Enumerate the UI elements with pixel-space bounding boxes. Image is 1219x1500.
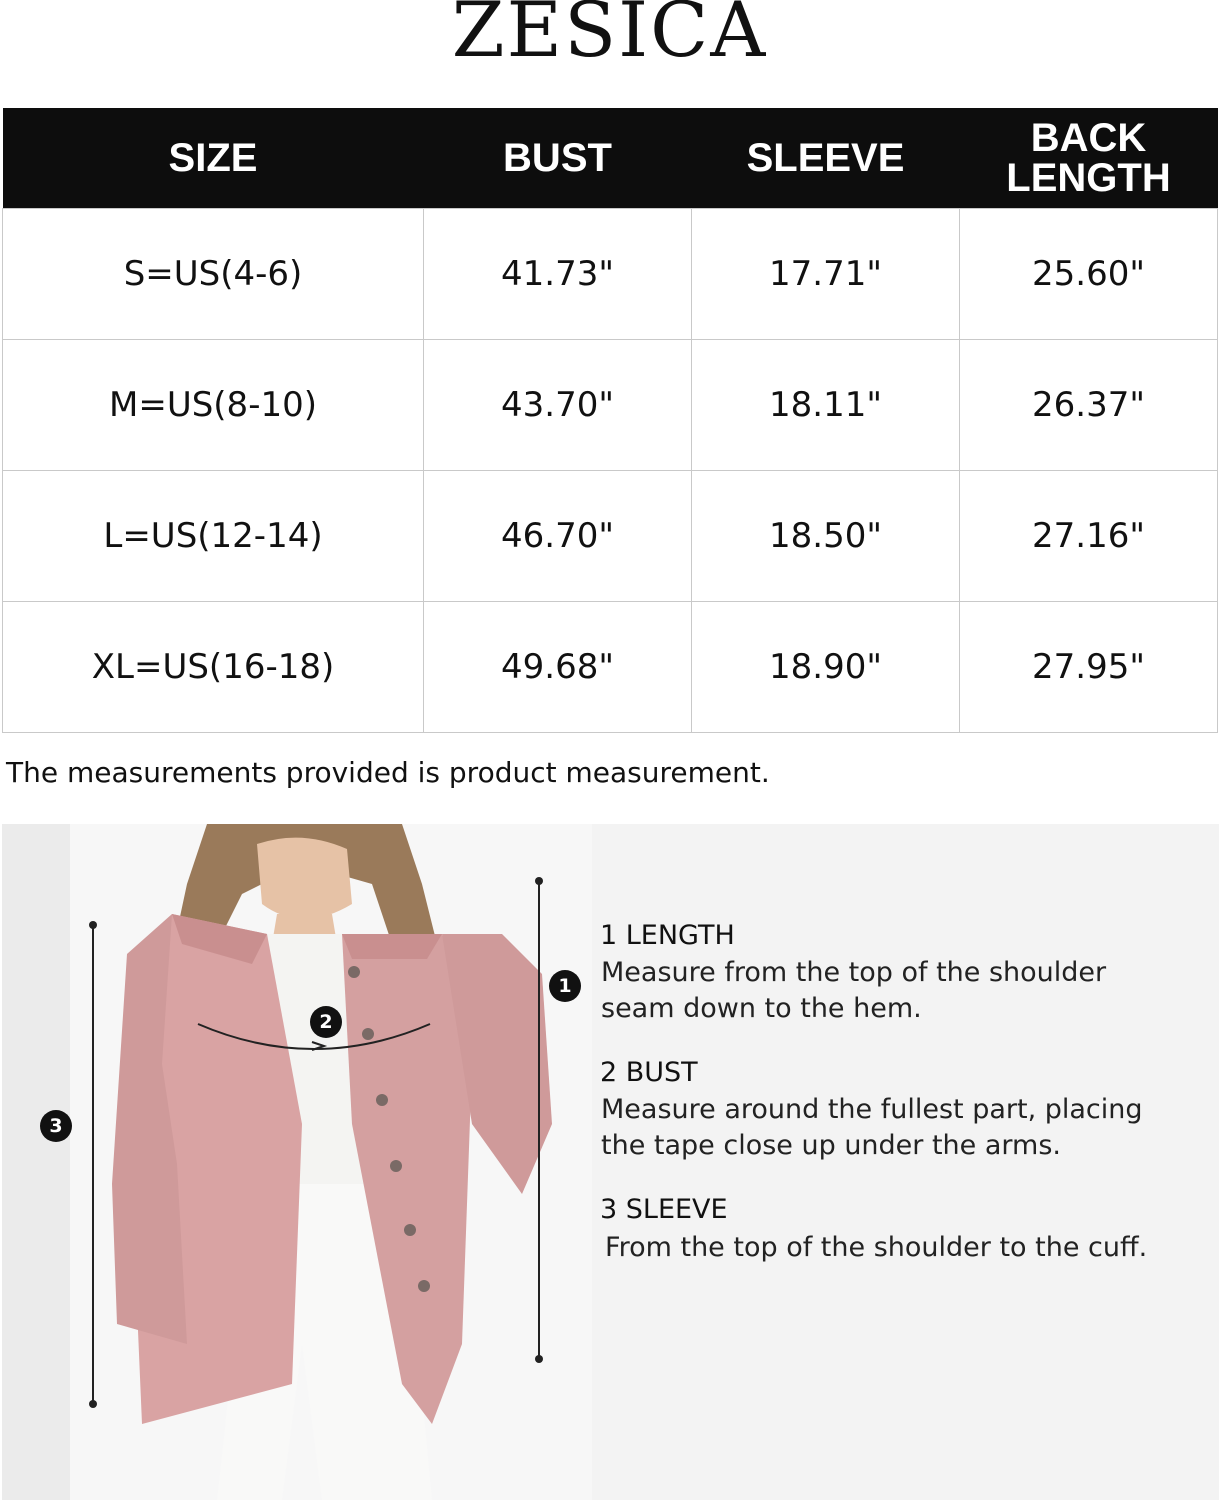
product-photo xyxy=(2,824,592,1500)
cell-bust: 41.73" xyxy=(424,209,692,340)
cell-back-length: 27.16" xyxy=(960,471,1218,602)
cell-size: L=US(12-14) xyxy=(3,471,424,602)
cell-sleeve: 17.71" xyxy=(692,209,960,340)
jacket-illustration xyxy=(2,824,592,1500)
cell-size: M=US(8-10) xyxy=(3,340,424,471)
table-header-row xyxy=(3,108,1218,209)
brand-logo: ZESICA xyxy=(451,0,768,74)
cell-size: XL=US(16-18) xyxy=(3,602,424,733)
cell-bust: 49.68" xyxy=(424,602,692,733)
table-row xyxy=(3,340,1218,471)
header-bust: BUST xyxy=(424,108,692,209)
guide-length-text: Measure from the top of the shoulder seam down to the hem. xyxy=(601,957,1107,1024)
header-size: SIZE xyxy=(3,108,424,209)
table-row xyxy=(3,209,1218,340)
measuring-guide xyxy=(592,824,1219,1500)
marker-2: 2 xyxy=(310,1006,342,1038)
guide-bust-title: 2 BUST xyxy=(600,1057,698,1088)
cell-back-length: 26.37" xyxy=(960,340,1218,471)
guide-length-title: 1 LENGTH xyxy=(600,920,735,951)
cell-size: S=US(4-6) xyxy=(3,209,424,340)
cell-back-length: 27.95" xyxy=(960,602,1218,733)
cell-back-length: 25.60" xyxy=(960,209,1218,340)
guide-sleeve-text: From the top of the shoulder to the cuff. xyxy=(605,1232,1148,1263)
cell-bust: 46.70" xyxy=(424,471,692,602)
measurement-note: The measurements provided is product measurement. xyxy=(6,756,770,789)
header-back-length-text: BACK LENGTH xyxy=(1006,116,1171,200)
marker-3: 3 xyxy=(40,1110,72,1142)
cell-sleeve: 18.90" xyxy=(692,602,960,733)
table-row xyxy=(3,471,1218,602)
guide-bust-text: Measure around the fullest part, placing the tape close up under the arms. xyxy=(601,1094,1143,1161)
cell-sleeve: 18.50" xyxy=(692,471,960,602)
cell-sleeve: 18.11" xyxy=(692,340,960,471)
table-row xyxy=(3,602,1218,733)
cell-bust: 43.70" xyxy=(424,340,692,471)
header-back-length xyxy=(960,108,1218,209)
size-chart-table xyxy=(2,108,1218,733)
header-sleeve: SLEEVE xyxy=(692,108,960,209)
marker-1: 1 xyxy=(549,970,581,1002)
guide-sleeve-title: 3 SLEEVE xyxy=(600,1194,728,1225)
